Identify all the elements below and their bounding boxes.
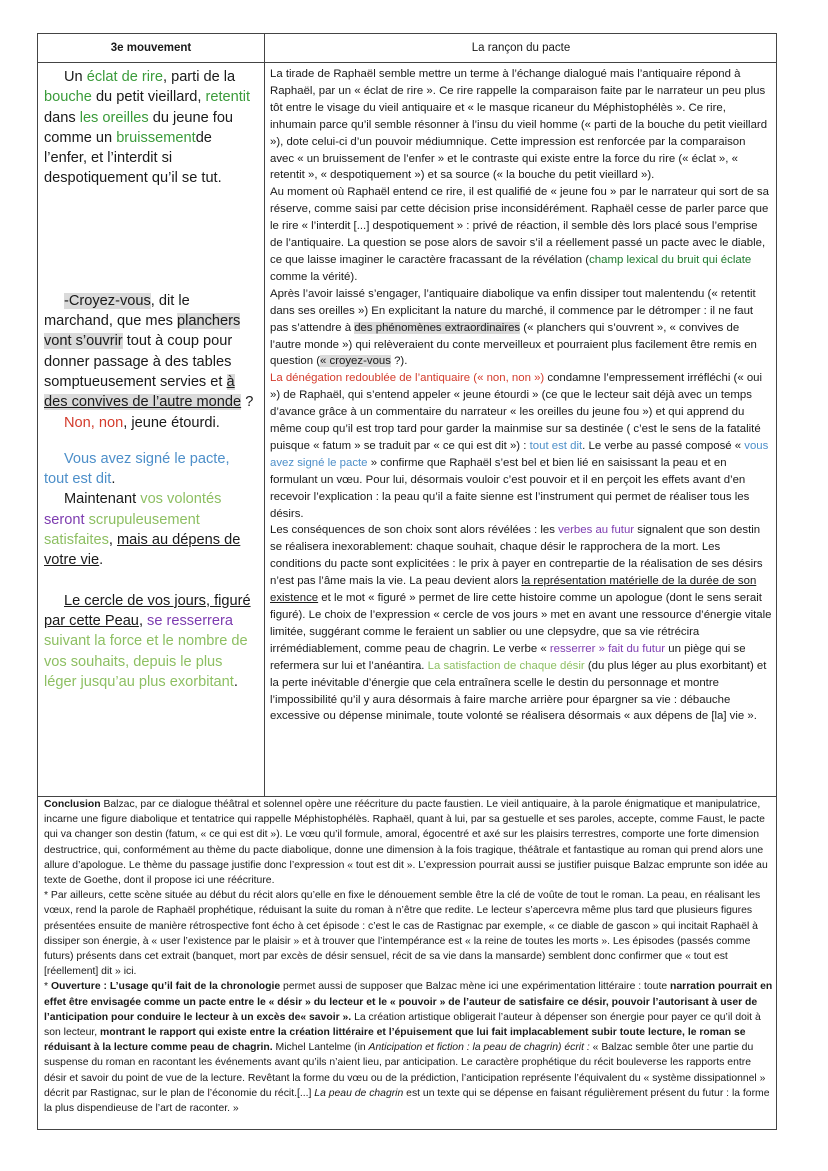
header-right-cell: La rançon du pacte [471,42,571,54]
text-segment: champ lexical du bruit qui éclate [589,253,752,266]
text-segment: Non, non [64,414,124,431]
text-segment: , parti de la [162,69,236,85]
text-segment: vous avez signé le pacte [270,439,769,469]
text-segment: Les conséquences de son choix sont alors révélées : les [270,524,559,537]
text-segment: Vous avez signé le pacte, tout est dit [44,450,230,488]
text-segment: La dénégation redoublée de l’antiquaire (« non, non ») [270,372,545,385]
analysis-paragraph-4 [270,370,772,522]
text-segment: seront [44,511,85,528]
quote-paragraph-2 [44,291,256,413]
text-segment: Le cercle de vos jours, figuré par cette Peau [44,592,251,629]
text-segment: vos volontés [140,491,222,508]
text-segment: » confirme que Raphaël s’est bel et bien lié en saisissant la peau et en formulant un vœu. Pour lui, désormais vouloir c’est pouvoir et il en perçoit les effets avant d’en recevoir l’explication : la peau qu’il a faite sienne est l’instrument qui permet de réaliser tous les désirs. [270,456,750,520]
text-segment: les oreilles [79,109,149,126]
text-segment: ?). [390,355,408,368]
text-segment: , [138,612,148,629]
quoted-text-column [44,67,256,692]
text-segment: retentit [205,89,251,106]
text-segment: scrupuleusement satisfaites [44,511,200,549]
quote-paragraph-5 [44,489,256,570]
text-segment: narration pourrait en effet être envisagée comme un pacte entre le « désir » du lecteur et le « pouvoir » de l’auteur de satisfaire ce désir, pouvoir l’autorisant à user de l’anticipation pour conduire le lecteur à un excès de« savoir ». [44,981,773,1023]
text-segment: * [44,981,51,993]
text-segment: la représentation matérielle de la durée de son existence [270,575,757,605]
text-segment: se resserrera [147,612,234,629]
text-segment: du petit vieillard, [91,89,206,106]
table-header-row [38,34,776,63]
text-segment: , [108,532,117,549]
text-segment: ? [241,394,254,411]
text-segment: . Le verbe au passé composé « [582,439,745,452]
text-segment: resserrer » fait du futur [549,642,666,655]
text-segment: Anticipation et fiction : la peau de chagrin) écrit : [368,1042,590,1054]
text-segment: bruissement [116,129,196,146]
text-segment: , jeune étourdi. [123,414,220,431]
conclusion-label: Conclusion [44,799,101,810]
text-segment: verbes au futur [558,524,635,537]
text-segment: de l’enfer, et l’interdit si despotiquement qu’il se tut. [44,129,222,187]
text-segment: tout à coup pour donner passage à des tables somptueusement servies et [44,333,233,390]
text-segment: montrant le rapport qui existe entre la création littéraire et l’épuisement que lui fait implacablement subir toute lecture, le roman se réduisant à la lecture comme peau de chagrin. [44,1027,746,1054]
column-divider [264,62,265,796]
analysis-column [270,66,772,725]
text-segment: tout est dit [529,439,583,452]
text-segment: permet aussi de supposer que Balzac mène ici une expérimentation littéraire : toute [280,981,671,993]
text-segment: . [111,471,116,488]
text-segment: signalent que son destin se réalisera inexorablement: chaque souhait, chaque désir le rapprochera de la mort. Les conditions du pacte sont explicitées : le prix à payer en contrepartie de la réalisation de ses désirs n’est pas l’âme mais la vie. La peau devient alors [270,524,763,588]
text-segment: Balzac, par ce dialogue théâtral et solennel opère une réécriture du pacte faustien. Le vieil antiquaire, à la parole énigmatique et manipulatrice, incarne une figure diabolique et tentatrice qui rappelle Méphistophélès. Raphaël, quant à lui, par sa gestuelle et ses paroles, accepte, comme Faust, le pacte qui va changer son destin (fatum, « ce qui est dit »). Le vœu qu’il formule, amoral, égocentré et axé sur les plaisirs terrestres, comporte une forte dimension destructrice, qui, conformément au thème du pacte diabolique, donne une dimension à la fois tragique, théâtrale et fantastique au roman qui prend alors une allure d’apologue. Le thème du passage justifie donc l’expression « tout est dit ». L’expression pourrait aussi se justifier puisque Balzac emprunte son idée au texte de Goethe, dont il propose ici une réécriture. [44,799,768,887]
text-segment: « Balzac semble ôter une partie du suspense du roman en racontant les événements avant qu’ils n’aient lieu, par anticipation. Le caractère prophétique du récit bouleverse les rapports entre désir et savoir du point de vue de la lecture. Revêtant la forme du vœu ou de la prédiction, l’anticipation représente l’équivalent du « système dissipationnel » décrit par Rastignac, sur le plan de l’économie du récit.[...] [44,1042,766,1099]
text-segment: condamne l’empressement irréfléchi (« oui ») de Raphaël, qui s’entend appeler « jeune étourdi » (ce que le lecteur sait déjà avec un temps d’avance grâce à un commentaire du narrateur « les oreilles du jeune fou ») et qui apprend du même coup qu’il est trop tard pour garder la mainmise sur sa destinée ( c’est le sens de la fatalité puisque « fatum » se traduit par « ce qui est dit ») : [270,372,763,452]
text-segment: La création artistique obligerait l’auteur à dépenser son énergie pour payer ce qu’il doit à son lecteur, [44,1011,761,1039]
text-segment: Michel Lantelme (in [272,1042,369,1054]
text-segment: un piège qui se refermera sur lui et l’anéantira. [270,642,746,672]
text-segment: -Croyez-vous [64,292,151,309]
text-segment: , dit le marchand, que mes [44,292,190,330]
conclusion-paragraph-1 [44,797,774,888]
text-segment: La satisfaction de chaque désir [427,659,585,672]
text-segment: Après l’avoir laissé s’engager, l’antiquaire diabolique va enfin dissiper tout malentendu (« retentit dans ses oreilles ») En explicitant la nature du marché, il commence par le détromper : il ne faut pas s’attendre à [270,287,756,334]
conclusion-paragraph-2: * Par ailleurs, cette scène située au début du récit alors qu’elle en fixe le dénouement semble être la clé de voûte de tout le roman. La peau, en réalisant les vœux, rend la parole de Raphaël prophétique, réduisant la suite du roman à n’être que redite. Le lecteur s’apercevra même plus tard que plusieurs figures présentées ensuite de manière rétrospective font écho à cet épisode : c’est le cas de Rastignac par exemple, « ce diable de gascon » qui incitait Raphaël à dissiper son énergie, à « user l’existence par le plaisir » et à trouver que l’intempérance est « la reine de toutes les morts ». Les épisodes (passés comme futurs) présents dans cet extrait (banquet, mort par excès de désir sensuel, récit de sa vie dans la mansarde) semblent donc confirmer que « tout est [réellement] dit » ici. [44,890,761,978]
text-segment: éclat de rire [86,69,163,85]
text-segment: bouche [44,89,92,106]
quote-paragraph-4 [44,449,256,490]
text-segment: et le mot « figuré » permet de lire cette histoire comme un apologue (dont le sens serait figuré). Le choix de l’expression « cercle de vos jours » met en avant une ressource d’énergie vitale limitée, suggérant comme le feraient un sablier ou une clepsydre, que sa vie rétrécira irrémédiablement, comme peau de chagrin. Le verbe « [270,592,772,655]
analysis-paragraph-5 [270,522,772,725]
text-segment: est un texte qui se dépense en faisant régulièrement présent du futur : la forme la plus dispendieuse de l’art de raconter. » [44,1087,770,1115]
conclusion-paragraph-3 [44,979,774,1116]
commentary-table [37,33,777,1130]
text-segment: (du plus léger au plus exorbitant) et la perte inévitable d’énergie que cela entraînera scelle le destin du personnage et montre l’impossibilité qu’il y aura désormais à faire marche arrière pour épargner sa vie : débauche excessive ou dépense minimale, toute volonté se réalisera désormais « aux dépens de [la] vie ». [270,659,767,723]
text-segment: Ouverture : L’usage qu’il fait de la chronologie [50,981,281,993]
conclusion-section [44,797,774,1116]
text-segment: dans [44,109,80,126]
text-segment: ). [350,270,358,283]
text-segment: du jeune fou comme un [44,109,234,146]
quote-paragraph-6 [44,591,256,692]
quote-paragraph-3 [44,413,256,433]
text-segment: suivant la force et le nombre de vos souhaits, depuis le plus léger jusqu’au plus exorbitant [44,633,248,690]
header-left-cell: 3e mouvement [38,34,265,62]
analysis-paragraph-2 [270,184,772,285]
text-segment: mais au dépens de votre vie [44,532,241,569]
text-segment: « croyez-vous [320,355,391,368]
text-segment: Au moment où Raphaël entend ce rire, il est qualifié de « jeune fou » par le narrateur qui sort de sa réserve, comme saisi par cette décision prise inconsidérément. Raphaël cesse de parler parce que le rire « l’interdit [...] despotiquement » : privé de réaction, il semble dès lors placé sous l’emprise de l’antiquaire. La question se pose alors de savoir s’il a réellement passé un pacte avec le diable, ce que laisse imaginer le caractère fracassant de la révélation ( [270,186,769,266]
text-segment: (« planchers qui s’ouvrent », « convives de l’autre monde ») qui relèveraient du conte merveilleux et pourraient plus facilement être remis en question ( [270,321,757,368]
text-segment: Un [64,69,87,85]
quote-paragraph-1 [44,67,256,189]
text-segment: des phénomènes extraordinaires [354,321,521,334]
text-segment: . [233,673,238,690]
text-segment: planchers vont s’ouvrir [44,313,241,350]
text-segment: Maintenant [64,491,141,508]
text-segment: La peau de chagrin [314,1087,404,1099]
analysis-paragraph-1: La tirade de Raphaël semble mettre un terme à l’échange dialogué mais l’antiquaire répond à Raphaël, par un « éclat de rire ». Ce rire rappelle la comparaison faite par le narrateur un peu plus tôt entre le visage du vieil antiquaire et « le masque ricaneur du Méphistophélès ». Ce rire, inhumain parce qu’il semble résonner à l’insu du vieil homme (« parti de la bouche du petit vieillard »), dote celui-ci d’un pouvoir médiumnique. Cette impression est renforcée par la comparaison avec « un bruissement de l’enfer » et le contraste qui existe entre la force du rire (« éclat », « retentit », « despotiquement ») et sa source (« la bouche du petit vieillard »). [270,68,768,182]
text-segment: comme la vérité [270,270,351,283]
text-segment: à des convives de l’autre monde [44,373,242,411]
text-segment: . [99,552,104,569]
analysis-paragraph-3 [270,286,772,371]
